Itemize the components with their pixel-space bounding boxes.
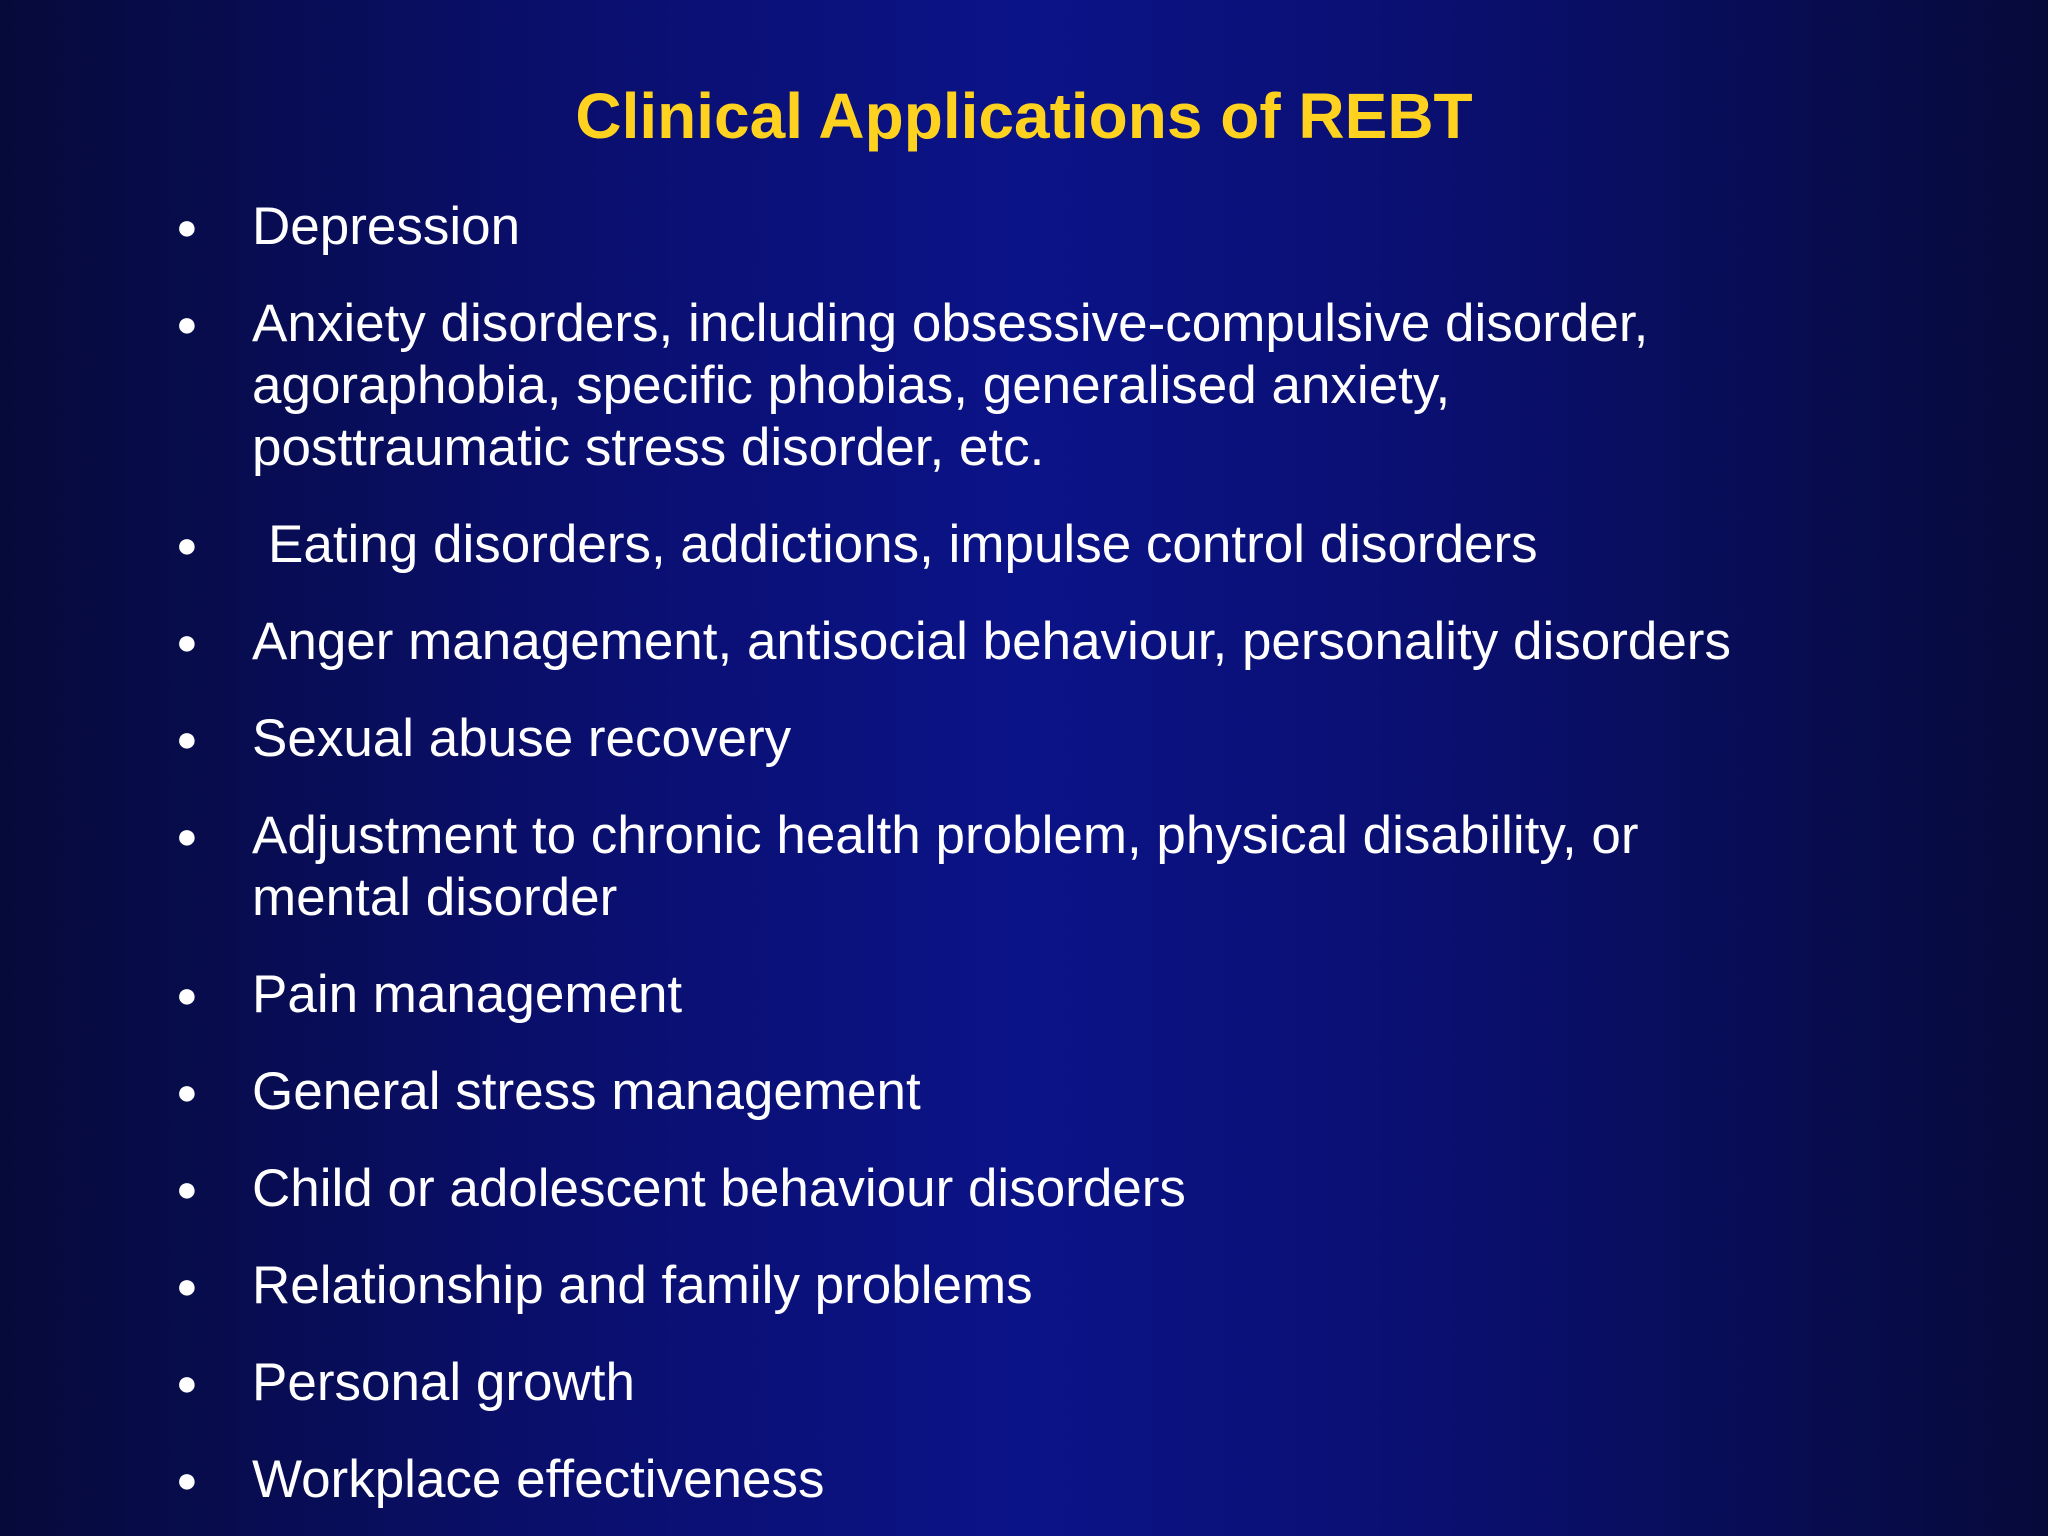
bullet-icon: ● <box>176 1362 198 1403</box>
list-item <box>176 708 1876 770</box>
list-item <box>176 196 1876 258</box>
list-item-text: Sexual abuse recovery <box>252 709 792 768</box>
bullet-list <box>176 196 1876 1536</box>
list-item <box>176 805 1876 929</box>
list-item-text: Pain management <box>252 965 683 1024</box>
bullet-icon: ● <box>176 303 198 344</box>
list-item <box>176 1158 1876 1220</box>
list-item-text: Child or adolescent behaviour disorders <box>252 1159 1186 1218</box>
list-item-text: Personal growth <box>252 1353 635 1412</box>
list-item-text: Relationship and family problems <box>252 1256 1033 1315</box>
list-item-text: Anger management, antisocial behaviour, personality disorders <box>252 612 1731 671</box>
bullet-icon: ● <box>176 524 198 565</box>
list-item-text: Workplace effectiveness <box>252 1450 825 1509</box>
list-item-text: Adjustment to chronic health problem, physical disability, or mental disorder <box>252 806 1639 927</box>
bullet-icon: ● <box>176 1459 198 1500</box>
bullet-icon: ● <box>176 621 198 662</box>
bullet-icon: ● <box>176 1071 198 1112</box>
bullet-icon: ● <box>176 718 198 759</box>
bullet-icon: ● <box>176 1168 198 1209</box>
list-item <box>176 964 1876 1026</box>
bullet-icon: ● <box>176 815 198 856</box>
list-item-text: General stress management <box>252 1062 921 1121</box>
list-item <box>176 1255 1876 1317</box>
list-item-text: Anxiety disorders, including obsessive-compulsive disorder, agoraphobia, specific phobias, generalised anxiety, posttraumatic stress disorder, etc. <box>252 294 1649 477</box>
bullet-icon: ● <box>176 1265 198 1306</box>
list-item <box>176 293 1876 479</box>
list-item-text: Depression <box>252 197 521 256</box>
bullet-icon: ● <box>176 974 198 1015</box>
list-item <box>176 611 1876 673</box>
list-item-text: Eating disorders, addictions, impulse control disorders <box>268 515 1538 574</box>
list-item <box>176 1352 1876 1414</box>
list-item <box>176 514 1876 576</box>
slide-title: Clinical Applications of REBT <box>575 80 1473 152</box>
list-item <box>176 1449 1876 1511</box>
bullet-icon: ● <box>176 206 198 247</box>
list-item <box>176 1061 1876 1123</box>
